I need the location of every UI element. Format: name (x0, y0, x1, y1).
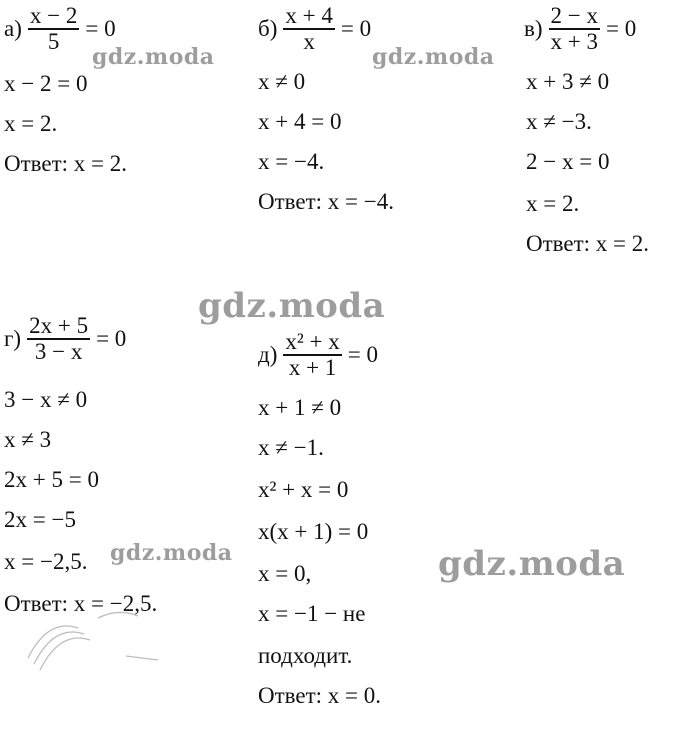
step-b-2: x + 4 = 0 (258, 109, 342, 134)
step-d-2: x ≠ −1. (258, 435, 324, 460)
equation-d (258, 330, 378, 380)
step-g-1: 3 − x ≠ 0 (4, 387, 88, 412)
numerator-b: x + 4 (285, 3, 333, 28)
watermark-logo: gdz.moda (438, 544, 626, 584)
step-g-4: 2x = −5 (4, 507, 76, 532)
rhs-b: = 0 (340, 15, 372, 41)
equation-g (4, 314, 126, 364)
numerator-d: x² + x (285, 329, 340, 354)
step-v-4: x = 2. (526, 191, 580, 216)
answer-b: Ответ: x = −4. (258, 189, 394, 214)
answer-v: Ответ: x = 2. (526, 231, 650, 256)
problem-label-a: а) (4, 15, 22, 41)
rhs-g: = 0 (96, 325, 127, 351)
step-d-7: подходит. (258, 643, 353, 668)
step-v-3: 2 − x = 0 (526, 149, 610, 174)
watermark-logo: gdz.moda (110, 540, 233, 566)
problem-label-g: г) (4, 325, 22, 351)
fraction-v (549, 4, 600, 54)
scribble-decoration (8, 598, 178, 678)
step-b-1: x ≠ 0 (258, 69, 306, 94)
step-d-5: x = 0, (258, 561, 312, 586)
fraction-g (27, 314, 90, 364)
step-d-1: x + 1 ≠ 0 (258, 395, 342, 420)
watermark-logo: gdz.moda (92, 44, 215, 70)
answer-a: Ответ: x = 2. (4, 151, 128, 176)
numerator-v: 2 − x (550, 3, 599, 28)
step-d-4: x(x + 1) = 0 (258, 519, 369, 544)
rhs-d: = 0 (347, 341, 378, 367)
step-v-1: x + 3 ≠ 0 (526, 69, 610, 94)
step-g-5: x = −2,5. (4, 549, 88, 574)
denominator-a: 5 (47, 28, 60, 54)
denominator-v: x + 3 (550, 28, 599, 54)
rhs-v: = 0 (606, 15, 637, 41)
step-v-2: x ≠ −3. (526, 109, 592, 134)
equation-v (524, 4, 636, 54)
problem-label-v: в) (524, 15, 543, 41)
denominator-g: 3 − x (34, 338, 83, 364)
problem-label-d: д) (258, 341, 278, 367)
step-g-2: x ≠ 3 (4, 427, 52, 452)
fraction-b (283, 4, 334, 54)
answer-d: Ответ: x = 0. (258, 683, 382, 708)
step-b-3: x = −4. (258, 149, 325, 174)
numerator-g: 2x + 5 (29, 313, 89, 338)
numerator-a: x − 2 (29, 3, 78, 28)
step-d-6: x = −1 − не (258, 601, 366, 626)
watermark-logo: gdz.moda (372, 44, 495, 70)
step-d-3: x² + x = 0 (258, 477, 349, 502)
step-g-3: 2x + 5 = 0 (4, 467, 99, 492)
denominator-b: x (303, 28, 315, 54)
step-a-2: x = 2. (4, 111, 58, 136)
fraction-a (28, 4, 79, 54)
answer-g: Ответ: x = −2,5. (4, 591, 158, 616)
fraction-d (283, 330, 341, 380)
problem-label-b: б) (258, 15, 278, 41)
watermark-logo: gdz.moda (198, 286, 386, 326)
equation-b (258, 4, 371, 54)
step-a-1: x − 2 = 0 (4, 71, 88, 96)
denominator-d: x + 1 (288, 354, 337, 380)
rhs-a: = 0 (85, 15, 116, 41)
